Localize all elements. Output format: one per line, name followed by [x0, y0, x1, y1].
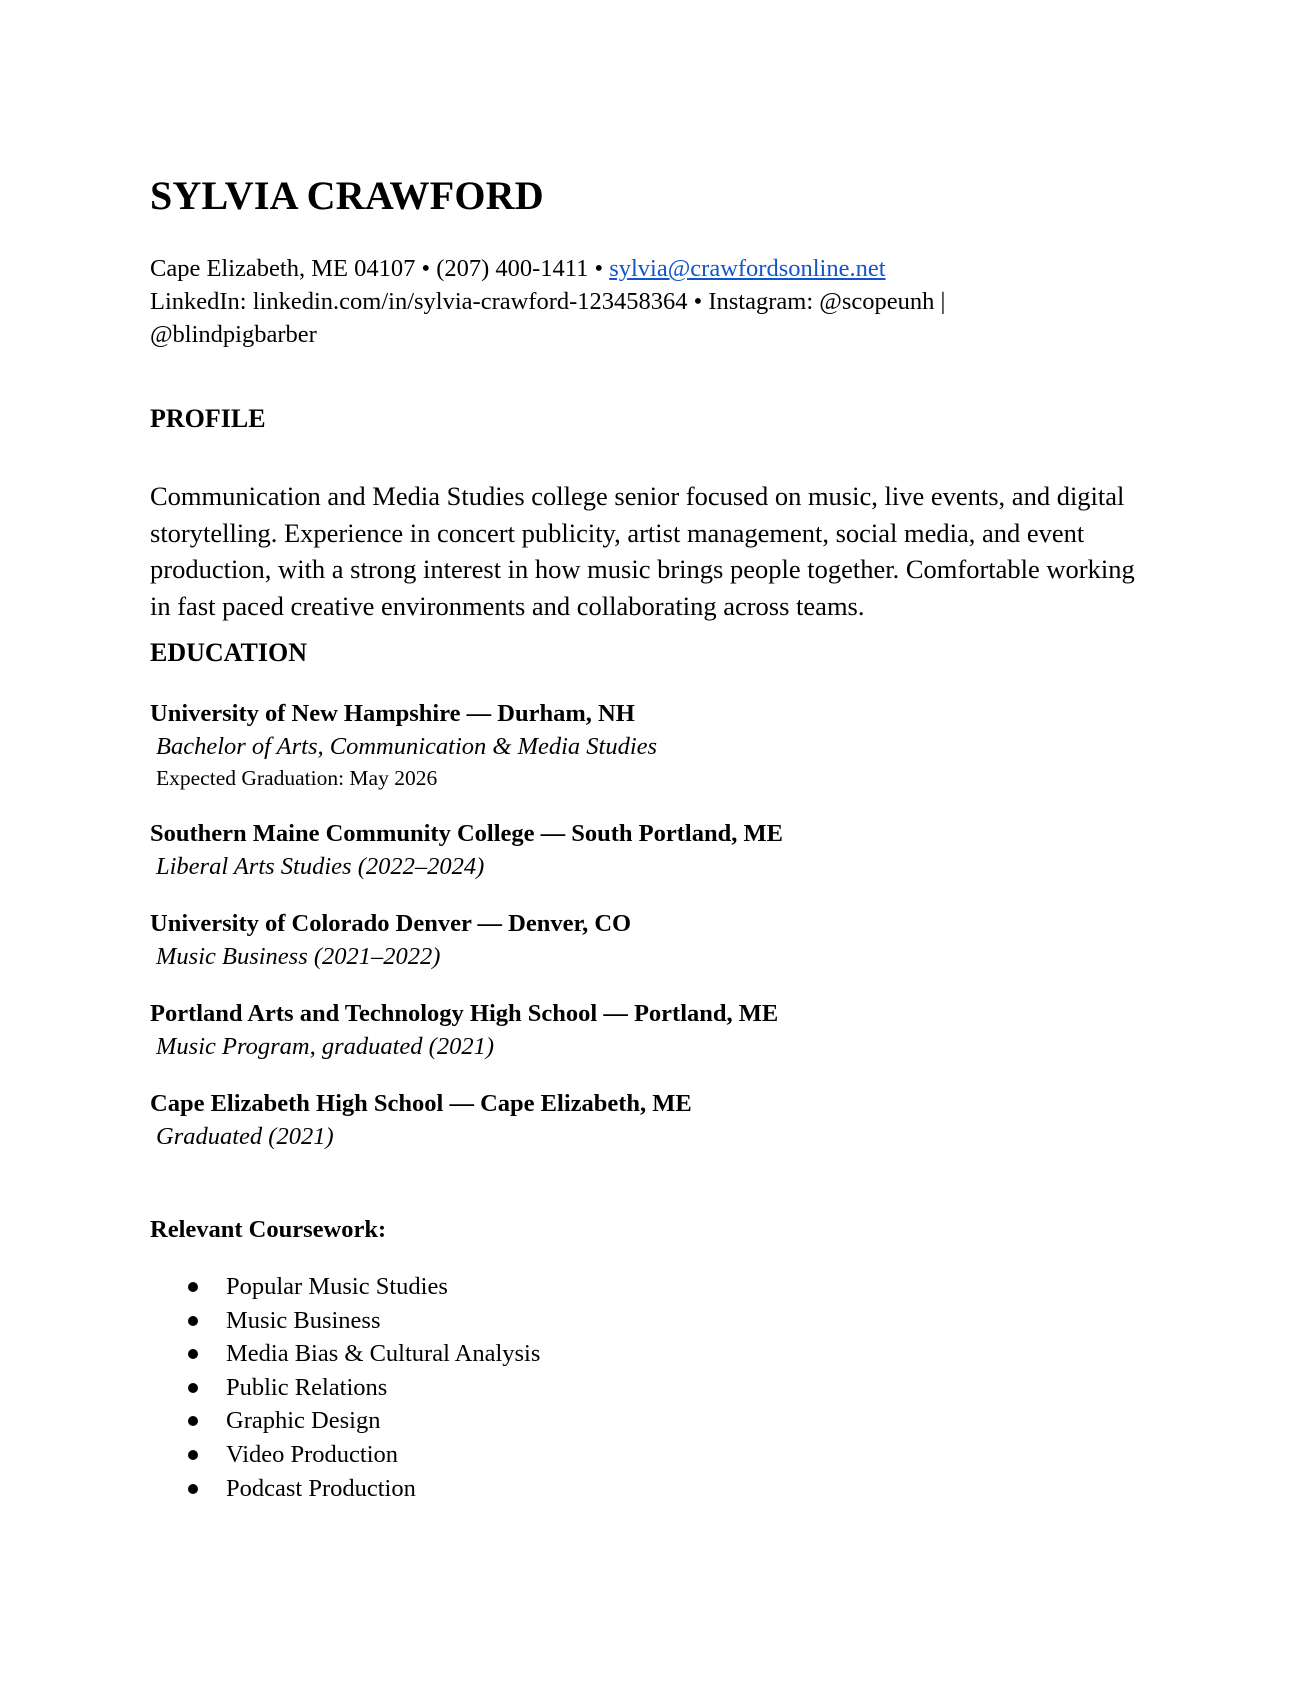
instagram: Instagram: @scopeunh |	[708, 288, 946, 315]
degree: Liberal Arts Studies (2022–2024)	[156, 853, 485, 880]
list-item	[188, 1438, 540, 1472]
degree: Graduated (2021)	[156, 1123, 334, 1150]
bullet-icon	[188, 1416, 198, 1426]
email-link[interactable]: sylvia@crawfordsonline.net	[609, 255, 886, 282]
bullet-icon	[188, 1484, 198, 1494]
list-item	[188, 1270, 540, 1304]
education-entry	[150, 817, 1150, 883]
school-name: University of Colorado Denver — Denver, CO	[150, 910, 632, 937]
separator: •	[687, 288, 709, 315]
bullet-icon	[188, 1349, 198, 1359]
phone: (207) 400-1411	[436, 255, 589, 282]
instagram-handle: @blindpigbarber	[150, 321, 317, 348]
education-entry	[150, 1087, 1150, 1153]
contact-line-1	[150, 252, 1150, 285]
education-entry	[150, 997, 1150, 1063]
degree: Music Program, graduated (2021)	[156, 1033, 494, 1060]
separator: •	[588, 255, 610, 282]
school-name: University of New Hampshire — Durham, NH	[150, 700, 635, 727]
candidate-name: SYLVIA CRAWFORD	[150, 173, 544, 218]
bullet-icon	[188, 1282, 198, 1292]
education-entry	[150, 907, 1150, 973]
degree: Bachelor of Arts, Communication & Media Studies	[156, 733, 658, 760]
resume-page	[150, 0, 1160, 1684]
coursework-item: Podcast Production	[226, 1474, 416, 1502]
coursework-list	[188, 1270, 540, 1505]
contact-info	[150, 252, 1150, 351]
school-name: Portland Arts and Technology High School — Portland, ME	[150, 1000, 779, 1027]
coursework-item: Popular Music Studies	[226, 1273, 448, 1300]
profile-text: Communication and Media Studies college senior focused on music, live events, and digital storytelling. Experience in concert publicity, artist management, social media, and event production, with a strong interest in how music brings people together. Comfortable working in fast paced creative environments and collaborating across teams.	[150, 481, 1135, 621]
coursework-item: Public Relations	[226, 1373, 388, 1401]
school-name: Cape Elizabeth High School — Cape Elizabeth, ME	[150, 1090, 692, 1117]
graduation-date: Expected Graduation: May 2026	[156, 766, 438, 790]
address: Cape Elizabeth, ME 04107	[150, 255, 416, 282]
coursework-item: Media Bias & Cultural Analysis	[226, 1340, 541, 1368]
school-name: Southern Maine Community College — South Portland, ME	[150, 820, 783, 847]
list-item	[188, 1472, 540, 1506]
contact-line-3	[150, 318, 1150, 351]
coursework-item: Video Production	[226, 1440, 399, 1468]
bullet-icon	[188, 1450, 198, 1460]
linkedin: LinkedIn: linkedin.com/in/sylvia-crawford-123458364	[150, 288, 688, 315]
bullet-icon	[188, 1316, 198, 1326]
list-item	[188, 1404, 540, 1438]
profile-heading: PROFILE	[150, 404, 266, 433]
coursework-item: Music Business	[226, 1306, 381, 1334]
bullet-icon	[188, 1383, 198, 1393]
list-item	[188, 1371, 540, 1405]
separator: •	[415, 255, 437, 282]
coursework-label: Relevant Coursework:	[150, 1216, 387, 1243]
degree: Music Business (2021–2022)	[156, 943, 441, 970]
education-heading: EDUCATION	[150, 638, 307, 667]
education-entry	[150, 697, 1150, 793]
coursework-item: Graphic Design	[226, 1407, 381, 1435]
list-item	[188, 1337, 540, 1371]
contact-line-2	[150, 285, 1150, 318]
list-item	[188, 1304, 540, 1338]
